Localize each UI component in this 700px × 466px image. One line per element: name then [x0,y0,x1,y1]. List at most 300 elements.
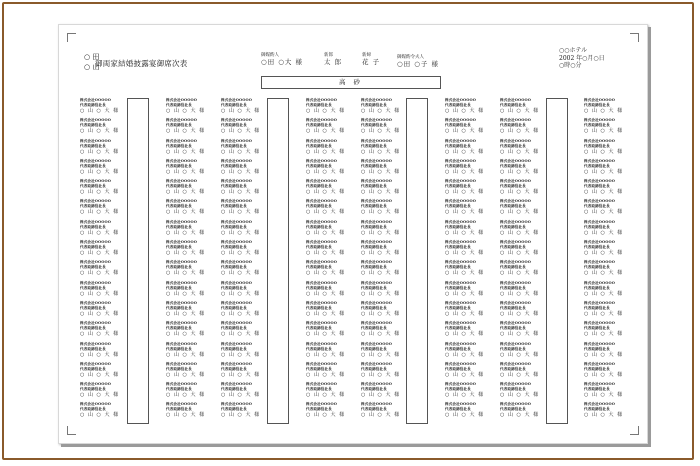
guest-name: ○ 山 ○ 大 様 [221,412,261,419]
guest-name: ○ 山 ○ 大 様 [80,128,120,135]
guest-role: 代表取締役社長 [221,346,247,351]
guest-name: ○ 山 ○ 大 様 [306,331,346,338]
guest-name: ○ 山 ○ 大 様 [306,392,346,399]
guest-entry [221,382,279,402]
guest-name: ○ 山 ○ 大 様 [361,209,401,216]
guest-title: 株式会社OOOOO [584,158,615,163]
guest-role: 代表取締役社長 [584,407,610,412]
guest-title: 株式会社OOOOO [445,199,476,204]
guest-name: ○ 山 ○ 大 様 [361,351,401,358]
guest-role: 代表取締役社長 [500,326,526,331]
guest-name: ○ 山 ○ 大 様 [361,290,401,297]
guest-entry [166,139,224,159]
guest-name: ○ 山 ○ 大 様 [221,351,261,358]
guest-entry [500,402,558,422]
guest-entry [221,179,279,199]
family-name-2: ○ 山 [84,63,100,71]
guest-entry [445,402,503,422]
guest-role: 代表取締役社長 [166,245,192,250]
guest-entry [584,382,642,402]
guest-name: ○ 山 ○ 大 様 [500,270,540,277]
guest-role: 代表取締役社長 [584,184,610,189]
guest-role: 代表取締役社長 [584,285,610,290]
guest-role: 代表取締役社長 [500,224,526,229]
guest-entry [306,159,364,179]
guest-name: ○ 山 ○ 大 様 [500,250,540,257]
guest-name: ○ 山 ○ 大 様 [445,392,485,399]
guest-title: 株式会社OOOOO [166,158,197,163]
guest-name: ○ 山 ○ 大 様 [500,128,540,135]
guest-name: ○ 山 ○ 大 様 [584,108,624,114]
guest-entry [166,98,224,118]
guest-role: 代表取締役社長 [445,204,471,209]
guest-role: 代表取締役社長 [221,305,247,310]
guest-role: 代表取締役社長 [361,366,387,371]
guest-role: 代表取締役社長 [80,407,106,412]
guest-title: 株式会社OOOOO [80,402,111,407]
guest-entry [445,139,503,159]
guest-title: 株式会社OOOOO [500,98,531,102]
guest-name: ○ 山 ○ 大 様 [166,412,206,419]
guest-name: ○ 山 ○ 大 様 [221,168,261,175]
guest-entry [361,321,419,341]
guest-role: 代表取締役社長 [445,326,471,331]
guest-title: 株式会社OOOOO [221,402,252,407]
guest-title: 株式会社OOOOO [80,199,111,204]
guest-title: 株式会社OOOOO [445,402,476,407]
guest-role: 代表取締役社長 [361,407,387,412]
guest-title: 株式会社OOOOO [445,118,476,123]
guest-role: 代表取締役社長 [584,224,610,229]
guest-name: ○ 山 ○ 大 様 [584,392,624,399]
guest-title: 株式会社OOOOO [361,179,392,184]
guest-entry [584,240,642,260]
guest-role: 代表取締役社長 [584,265,610,270]
guest-role: 代表取締役社長 [306,204,332,209]
guest-name: ○ 山 ○ 大 様 [221,229,261,236]
guest-entry [80,220,138,240]
guest-entry [361,98,419,118]
guest-entry [500,382,558,402]
guest-role: 代表取締役社長 [221,366,247,371]
guest-entry [80,342,138,362]
guest-role: 代表取締役社長 [166,326,192,331]
guest-entry [306,382,364,402]
guest-name: ○ 山 ○ 大 様 [166,331,206,338]
guest-name: ○ 山 ○ 大 様 [584,128,624,135]
guest-name: ○ 山 ○ 大 様 [584,290,624,297]
guest-role: 代表取締役社長 [500,143,526,148]
guest-name: ○ 山 ○ 大 様 [306,168,346,175]
guest-name: ○ 山 ○ 大 様 [445,310,485,317]
guest-title: 株式会社OOOOO [306,382,337,387]
guest-title: 株式会社OOOOO [584,118,615,123]
guest-column [445,98,503,423]
guest-name: ○ 山 ○ 大 様 [221,108,261,114]
guest-role: 代表取締役社長 [445,305,471,310]
guest-title: 株式会社OOOOO [361,118,392,123]
guest-role: 代表取締役社長 [221,245,247,250]
guest-name: ○ 山 ○ 大 様 [584,168,624,175]
guest-title: 株式会社OOOOO [361,321,392,326]
guest-entry [445,98,503,118]
guest-title: 株式会社OOOOO [166,402,197,407]
guest-title: 株式会社OOOOO [361,158,392,163]
guest-role: 代表取締役社長 [361,326,387,331]
guest-title: 株式会社OOOOO [584,199,615,204]
guest-title: 株式会社OOOOO [166,382,197,387]
guest-entry [500,199,558,219]
document-title: 御両家結婚披露宴御席次表 [95,59,188,68]
guest-entry [361,362,419,382]
guest-entry [80,260,138,280]
guest-entry [80,98,138,118]
guest-title: 株式会社OOOOO [221,361,252,366]
guest-title: 株式会社OOOOO [445,341,476,346]
guest-role: 代表取締役社長 [80,245,106,250]
groom-nakodo-name: ○田 ○大 様 [261,58,303,66]
guest-entry [361,118,419,138]
groom [324,52,342,66]
guest-entry [306,321,364,341]
guest-name: ○ 山 ○ 大 様 [166,209,206,216]
guest-role: 代表取締役社長 [166,103,192,107]
guest-role: 代表取締役社長 [361,163,387,168]
guest-title: 株式会社OOOOO [500,219,531,224]
guest-entry [166,342,224,362]
guest-name: ○ 山 ○ 大 様 [80,189,120,196]
guest-name: ○ 山 ○ 大 様 [445,168,485,175]
guest-role: 代表取締役社長 [221,407,247,412]
guest-entry [80,240,138,260]
guest-title: 株式会社OOOOO [500,382,531,387]
guest-name: ○ 山 ○ 大 様 [500,168,540,175]
guest-role: 代表取締役社長 [500,407,526,412]
guest-entry [166,260,224,280]
guest-role: 代表取締役社長 [80,204,106,209]
guest-role: 代表取締役社長 [361,224,387,229]
guest-role: 代表取締役社長 [166,184,192,189]
guest-column [221,98,279,423]
guest-name: ○ 山 ○ 大 様 [166,392,206,399]
guest-name: ○ 山 ○ 大 様 [445,331,485,338]
guest-entry [445,118,503,138]
guest-title: 株式会社OOOOO [500,402,531,407]
guest-name: ○ 山 ○ 大 様 [500,371,540,378]
guest-title: 株式会社OOOOO [306,219,337,224]
guest-entry [306,118,364,138]
guest-name: ○ 山 ○ 大 様 [221,128,261,135]
guest-entry [445,281,503,301]
guest-name: ○ 山 ○ 大 様 [306,351,346,358]
guest-entry [500,240,558,260]
guest-title: 株式会社OOOOO [306,118,337,123]
guest-entry [584,159,642,179]
guest-name: ○ 山 ○ 大 様 [221,392,261,399]
bride-nakodo [397,54,439,68]
guest-title: 株式会社OOOOO [221,280,252,285]
guest-title: 株式会社OOOOO [166,199,197,204]
guest-name: ○ 山 ○ 大 様 [306,412,346,419]
guest-role: 代表取締役社長 [306,387,332,392]
guest-entry [166,362,224,382]
family-name-1: ○ 田 [84,53,100,61]
guest-role: 代表取締役社長 [445,143,471,148]
guest-name: ○ 山 ○ 大 様 [445,412,485,419]
guest-title: 株式会社OOOOO [166,280,197,285]
guest-entry [166,281,224,301]
guest-entry [445,220,503,240]
guest-role: 代表取締役社長 [306,245,332,250]
guest-role: 代表取締役社長 [584,387,610,392]
guest-role: 代表取締役社長 [500,265,526,270]
guest-name: ○ 山 ○ 大 様 [500,290,540,297]
guest-title: 株式会社OOOOO [80,98,111,102]
guest-entry [166,240,224,260]
guest-title: 株式会社OOOOO [80,138,111,143]
guest-name: ○ 山 ○ 大 様 [584,229,624,236]
guest-role: 代表取締役社長 [445,103,471,107]
guest-name: ○ 山 ○ 大 様 [306,209,346,216]
guest-role: 代表取締役社長 [166,346,192,351]
guest-role: 代表取締役社長 [80,123,106,128]
guest-entry [445,301,503,321]
guest-title: 株式会社OOOOO [221,321,252,326]
guest-title: 株式会社OOOOO [221,158,252,163]
guest-entry [361,240,419,260]
guest-name: ○ 山 ○ 大 様 [361,189,401,196]
guest-name: ○ 山 ○ 大 様 [584,209,624,216]
guest-entry [500,301,558,321]
guest-name: ○ 山 ○ 大 様 [80,412,120,419]
guest-role: 代表取締役社長 [361,387,387,392]
guest-role: 代表取締役社長 [500,103,526,107]
guest-role: 代表取締役社長 [306,407,332,412]
guest-title: 株式会社OOOOO [306,260,337,265]
guest-role: 代表取締役社長 [80,285,106,290]
groom-name: 太 郎 [324,58,343,66]
guest-entry [445,321,503,341]
guest-title: 株式会社OOOOO [306,138,337,143]
guest-title: 株式会社OOOOO [584,300,615,305]
guest-entry [80,402,138,422]
guest-entry [500,342,558,362]
guest-name: ○ 山 ○ 大 様 [445,128,485,135]
guest-name: ○ 山 ○ 大 様 [500,189,540,196]
guest-name: ○ 山 ○ 大 様 [445,108,485,114]
guest-title: 株式会社OOOOO [166,341,197,346]
guest-name: ○ 山 ○ 大 様 [166,371,206,378]
venue-name: ○○ホテル [559,47,588,54]
guest-title: 株式会社OOOOO [584,361,615,366]
guest-name: ○ 山 ○ 大 様 [166,189,206,196]
guest-role: 代表取締役社長 [166,163,192,168]
guest-role: 代表取締役社長 [584,143,610,148]
guest-role: 代表取締役社長 [500,346,526,351]
guest-role: 代表取締役社長 [445,163,471,168]
guest-role: 代表取締役社長 [166,305,192,310]
guest-entry [584,139,642,159]
guest-role: 代表取締役社長 [500,366,526,371]
seating-chart-page [58,24,648,444]
guest-role: 代表取締役社長 [221,326,247,331]
guest-name: ○ 山 ○ 大 様 [166,148,206,155]
guest-name: ○ 山 ○ 大 様 [445,189,485,196]
guest-role: 代表取締役社長 [80,184,106,189]
guest-title: 株式会社OOOOO [80,118,111,123]
bride-label: 新婦 [362,53,371,58]
guest-role: 代表取締役社長 [166,265,192,270]
guest-name: ○ 山 ○ 大 様 [306,189,346,196]
guest-title: 株式会社OOOOO [306,158,337,163]
guest-entry [445,362,503,382]
guest-title: 株式会社OOOOO [584,382,615,387]
guest-title: 株式会社OOOOO [166,361,197,366]
guest-title: 株式会社OOOOO [221,179,252,184]
guest-entry [166,301,224,321]
guest-role: 代表取締役社長 [306,366,332,371]
guest-title: 株式会社OOOOO [361,280,392,285]
guest-title: 株式会社OOOOO [361,382,392,387]
guest-name: ○ 山 ○ 大 様 [221,310,261,317]
guest-column [500,98,558,423]
guest-entry [306,362,364,382]
guest-entry [166,159,224,179]
guest-title: 株式会社OOOOO [80,361,111,366]
guest-role: 代表取締役社長 [445,407,471,412]
guest-title: 株式会社OOOOO [166,240,197,245]
guest-entry [306,220,364,240]
guest-entry [306,281,364,301]
guest-title: 株式会社OOOOO [80,179,111,184]
guest-entry [500,362,558,382]
guest-role: 代表取締役社長 [500,245,526,250]
guest-title: 株式会社OOOOO [500,280,531,285]
guest-name: ○ 山 ○ 大 様 [500,209,540,216]
guest-role: 代表取締役社長 [166,204,192,209]
guest-name: ○ 山 ○ 大 様 [306,108,346,114]
guest-title: 株式会社OOOOO [445,98,476,102]
guest-entry [500,98,558,118]
guest-title: 株式会社OOOOO [500,341,531,346]
guest-name: ○ 山 ○ 大 様 [500,229,540,236]
guest-role: 代表取締役社長 [166,224,192,229]
guest-name: ○ 山 ○ 大 様 [80,148,120,155]
guest-name: ○ 山 ○ 大 様 [361,168,401,175]
guest-title: 株式会社OOOOO [221,219,252,224]
guest-name: ○ 山 ○ 大 様 [445,270,485,277]
guest-role: 代表取締役社長 [306,224,332,229]
guest-title: 株式会社OOOOO [584,179,615,184]
guest-role: 代表取締役社長 [445,224,471,229]
guest-name: ○ 山 ○ 大 様 [166,270,206,277]
guest-role: 代表取締役社長 [500,285,526,290]
guest-title: 株式会社OOOOO [445,219,476,224]
guest-title: 株式会社OOOOO [221,138,252,143]
guest-name: ○ 山 ○ 大 様 [584,310,624,317]
guest-entry [221,118,279,138]
guest-title: 株式会社OOOOO [80,382,111,387]
guest-name: ○ 山 ○ 大 様 [500,351,540,358]
guest-role: 代表取締役社長 [361,346,387,351]
guest-name: ○ 山 ○ 大 様 [445,250,485,257]
guest-entry [500,179,558,199]
guest-title: 株式会社OOOOO [80,341,111,346]
guest-title: 株式会社OOOOO [221,341,252,346]
guest-role: 代表取締役社長 [500,387,526,392]
guest-name: ○ 山 ○ 大 様 [221,290,261,297]
guest-entry [221,342,279,362]
guest-title: 株式会社OOOOO [445,382,476,387]
guest-entry [221,139,279,159]
guest-title: 株式会社OOOOO [166,118,197,123]
guest-role: 代表取締役社長 [80,103,106,107]
guest-entry [221,301,279,321]
guest-title: 株式会社OOOOO [500,118,531,123]
guest-entry [221,240,279,260]
guest-role: 代表取締役社長 [584,163,610,168]
bride [362,52,380,66]
guest-role: 代表取締役社長 [80,326,106,331]
guest-name: ○ 山 ○ 大 様 [80,290,120,297]
guest-role: 代表取締役社長 [306,285,332,290]
guest-name: ○ 山 ○ 大 様 [166,168,206,175]
guest-entry [584,281,642,301]
guest-name: ○ 山 ○ 大 様 [80,351,120,358]
guest-column [80,98,138,423]
guest-title: 株式会社OOOOO [445,260,476,265]
guest-title: 株式会社OOOOO [166,179,197,184]
guest-name: ○ 山 ○ 大 様 [584,331,624,338]
bride-nakodo-name: ○田 ○子 様 [397,60,439,68]
guest-name: ○ 山 ○ 大 様 [500,108,540,114]
guest-title: 株式会社OOOOO [80,240,111,245]
guest-role: 代表取締役社長 [584,346,610,351]
guest-title: 株式会社OOOOO [80,158,111,163]
guest-title: 株式会社OOOOO [500,321,531,326]
guest-title: 株式会社OOOOO [584,219,615,224]
guest-title: 株式会社OOOOO [361,240,392,245]
guest-role: 代表取締役社長 [445,366,471,371]
guest-name: ○ 山 ○ 大 様 [166,108,206,114]
guest-role: 代表取締役社長 [584,245,610,250]
guest-entry [584,342,642,362]
guest-entry [166,220,224,240]
crop-mark [630,33,639,42]
guest-title: 株式会社OOOOO [500,199,531,204]
guest-title: 株式会社OOOOO [361,402,392,407]
guest-name: ○ 山 ○ 大 様 [584,189,624,196]
guest-entry [445,260,503,280]
guest-name: ○ 山 ○ 大 様 [80,310,120,317]
guest-title: 株式会社OOOOO [306,402,337,407]
guest-entry [584,402,642,422]
guest-column [306,98,364,423]
guest-entry [80,139,138,159]
guest-role: 代表取締役社長 [306,305,332,310]
guest-entry [80,382,138,402]
guest-role: 代表取締役社長 [445,387,471,392]
guest-entry [361,220,419,240]
guest-role: 代表取締役社長 [361,103,387,107]
guest-entry [361,260,419,280]
guest-title: 株式会社OOOOO [166,300,197,305]
guest-role: 代表取締役社長 [221,265,247,270]
guest-name: ○ 山 ○ 大 様 [221,371,261,378]
guest-entry [221,362,279,382]
guest-entry [166,321,224,341]
guest-role: 代表取締役社長 [445,265,471,270]
